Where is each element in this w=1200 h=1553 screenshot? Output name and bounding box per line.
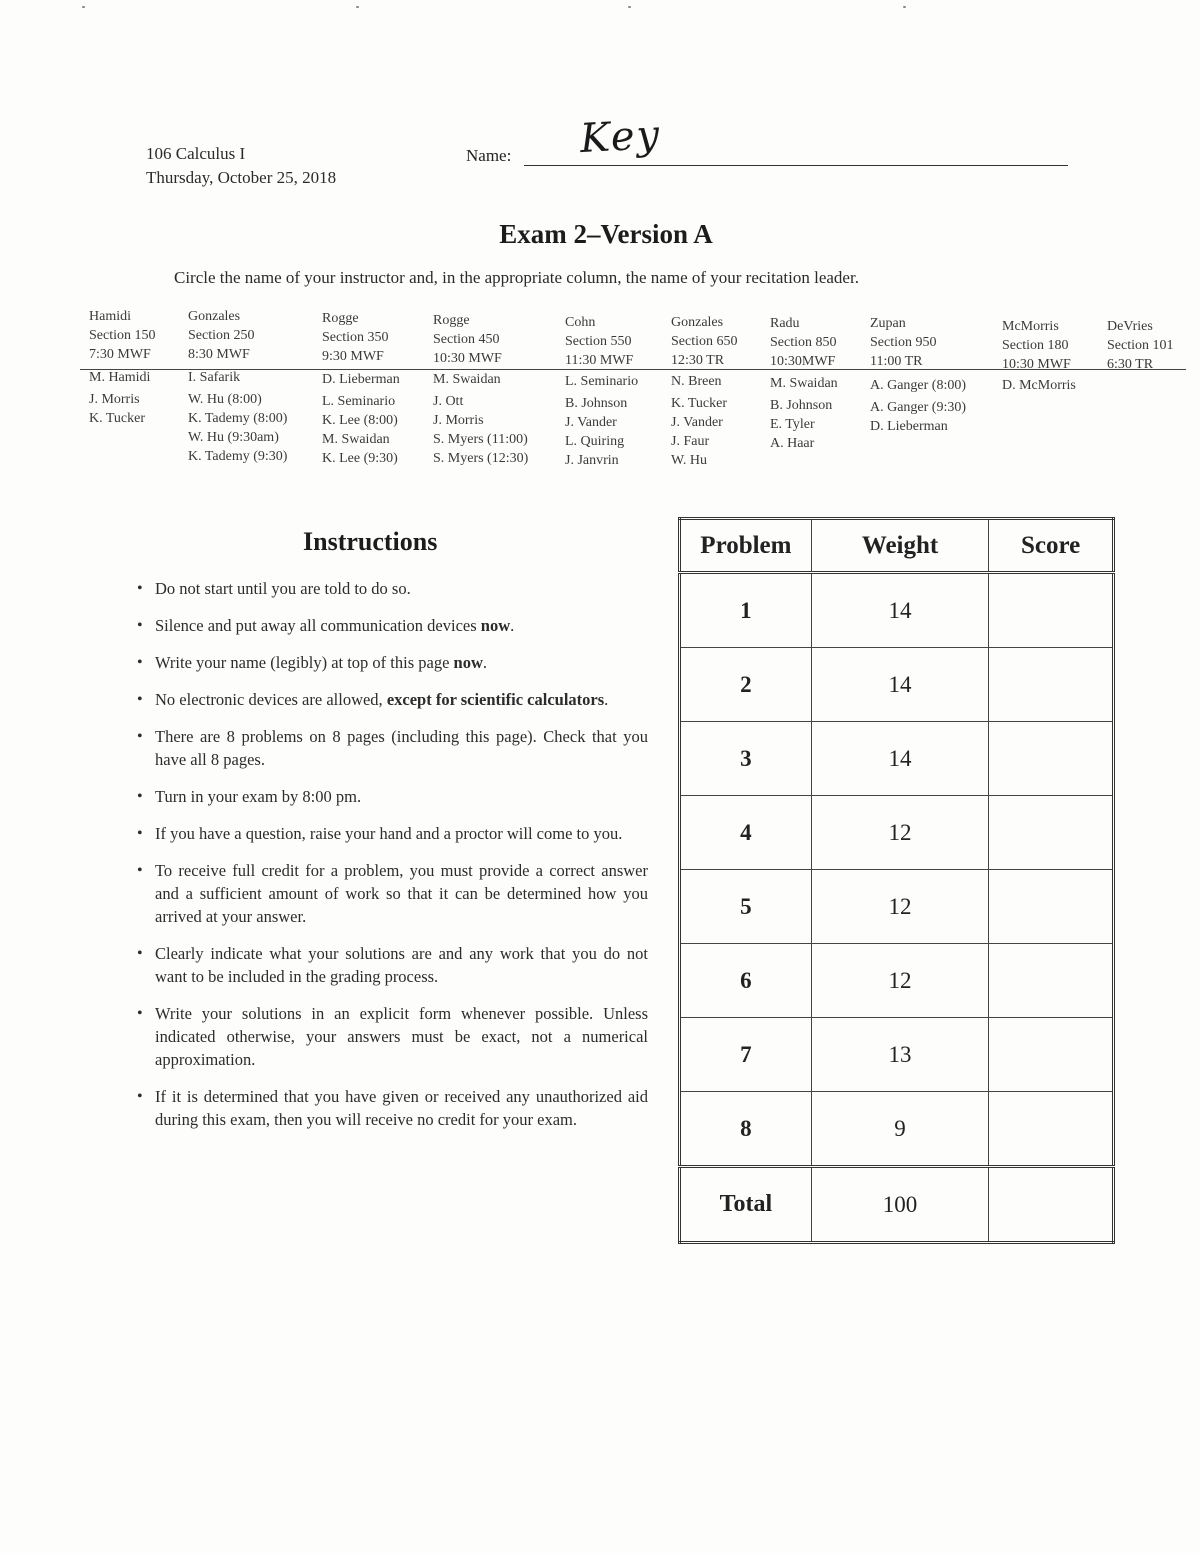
instruction-item <box>137 822 648 845</box>
section-time: 7:30 MWF <box>89 347 151 362</box>
problem-weight: 14 <box>811 573 989 648</box>
recitation-leader[interactable]: D. Lieberman <box>870 419 948 434</box>
header-weight: Weight <box>811 519 989 573</box>
section-instructor: McMorris <box>1002 319 1059 334</box>
instruction-item <box>137 1085 648 1131</box>
problem-row <box>680 648 1114 722</box>
instruction-text: Silence and put away all communication devices <box>155 616 481 635</box>
instructions-list <box>137 577 648 1145</box>
exam-date: Thursday, October 25, 2018 <box>146 168 337 187</box>
exam-title: Exam 2–Version A <box>499 219 713 249</box>
recitation-leader[interactable]: D. McMorris <box>1002 378 1076 393</box>
instruction-text: If you have a question, raise your hand and a proctor will come to you. <box>155 824 623 843</box>
section-header[interactable] <box>565 313 633 370</box>
recitation-leader[interactable]: N. Breen <box>671 374 722 389</box>
recitation-leader[interactable]: L. Quiring <box>565 434 625 449</box>
section-instructor: Hamidi <box>89 309 131 324</box>
instruction-text: . <box>604 690 609 709</box>
problem-row <box>680 1092 1114 1167</box>
recitation-leaders <box>671 372 727 470</box>
instruction-text: To receive full credit for a problem, you must provide a correct answer and a sufficient amount of work so that it can be determined how you arrived at your answer. <box>155 861 648 926</box>
section-time: 10:30 MWF <box>1002 357 1071 372</box>
instruction-item <box>137 688 648 711</box>
section-header[interactable] <box>1002 317 1071 374</box>
problem-row <box>680 573 1114 648</box>
section-divider <box>80 369 1186 370</box>
problem-score[interactable] <box>989 870 1114 944</box>
name-label: Name: <box>466 146 512 165</box>
section-time: 6:30 TR <box>1107 357 1154 372</box>
problem-row <box>680 1018 1114 1092</box>
instruction-item <box>137 725 648 771</box>
section-time: 11:00 TR <box>870 354 923 369</box>
instruction-item <box>137 1002 648 1071</box>
instruction-emphasis: now <box>453 653 483 672</box>
problem-number: 3 <box>680 722 812 796</box>
instruction-text: Write your solutions in an explicit form whenever possible. Unless indicated otherwise, your answers must be exact, not a numerical approximation. <box>155 1004 648 1069</box>
problem-score[interactable] <box>989 796 1114 870</box>
section-time: 8:30 MWF <box>188 347 250 362</box>
recitation-leader[interactable]: K. Tucker <box>89 411 146 426</box>
problem-number: 2 <box>680 648 812 722</box>
recitation-leader[interactable]: E. Tyler <box>770 417 815 432</box>
section-section: Section 250 <box>188 328 255 343</box>
problem-number: 8 <box>680 1092 812 1167</box>
instruction-text: . <box>482 653 488 672</box>
section-instructor: Gonzales <box>671 315 724 330</box>
recitation-leader[interactable]: W. Hu (8:00) <box>188 392 262 407</box>
problem-score[interactable] <box>989 573 1114 648</box>
recitation-leader[interactable]: J. Vander <box>671 415 723 430</box>
instruction-text: There are 8 problems on 8 pages (including this page). Check that you have all 8 pages. <box>155 727 648 769</box>
problem-number: 4 <box>680 796 812 870</box>
recitation-leader[interactable]: J. Morris <box>433 413 484 428</box>
section-section: Section 550 <box>565 334 632 349</box>
problem-number: 1 <box>680 573 812 648</box>
recitation-leader[interactable]: K. Tademy (9:30) <box>188 449 288 464</box>
instruction-item <box>137 785 648 808</box>
section-header[interactable] <box>188 307 255 364</box>
section-time: 9:30 MWF <box>322 349 384 364</box>
section-section: Section 450 <box>433 332 500 347</box>
problem-row <box>680 796 1114 870</box>
section-time: 10:30MWF <box>770 354 836 369</box>
recitation-leader[interactable]: L. Seminario <box>322 394 396 409</box>
problem-number: 7 <box>680 1018 812 1092</box>
recitation-leader[interactable]: I. Safarik <box>188 370 241 385</box>
recitation-leader[interactable]: M. Hamidi <box>89 370 151 385</box>
instruction-item <box>137 577 648 600</box>
problem-weight: 12 <box>811 944 989 1018</box>
section-header[interactable] <box>671 313 738 370</box>
section-section: Section 350 <box>322 330 389 345</box>
problem-weight: 12 <box>811 870 989 944</box>
recitation-leader[interactable]: B. Johnson <box>770 398 833 413</box>
recitation-leader[interactable]: B. Johnson <box>565 396 628 411</box>
problem-row <box>680 870 1114 944</box>
recitation-leaders <box>565 372 638 470</box>
problem-score[interactable] <box>989 1092 1114 1167</box>
section-header[interactable] <box>433 311 502 368</box>
recitation-leader[interactable]: D. Lieberman <box>322 372 400 387</box>
section-header[interactable] <box>770 314 837 371</box>
instruction-text: Do not start until you are told to do so. <box>155 579 411 598</box>
instruction-text: Write your name (legibly) at top of this page <box>155 653 454 672</box>
problem-score[interactable] <box>989 944 1114 1018</box>
section-instructor: Gonzales <box>188 309 241 324</box>
recitation-leaders <box>89 368 150 428</box>
section-header[interactable] <box>870 314 937 371</box>
recitation-leader[interactable]: J. Ott <box>433 394 464 409</box>
recitation-leaders <box>188 368 287 466</box>
problem-row <box>680 944 1114 1018</box>
total-row <box>680 1167 1114 1243</box>
recitation-leader[interactable]: K. Lee (9:30) <box>322 451 398 466</box>
recitation-leaders <box>1002 376 1076 398</box>
recitation-leader[interactable]: A. Haar <box>770 436 815 451</box>
section-section: Section 950 <box>870 335 937 350</box>
recitation-leader[interactable]: L. Seminario <box>565 374 639 389</box>
course-name: 106 Calculus I <box>146 144 246 163</box>
section-instructor: Rogge <box>433 313 470 328</box>
section-header[interactable] <box>89 307 156 364</box>
section-time: 12:30 TR <box>671 353 725 368</box>
problem-number: 6 <box>680 944 812 1018</box>
circle-instruction: Circle the name of your instructor and, in the appropriate column, the name of your recitation leader. <box>174 268 859 287</box>
section-grid <box>0 0 1200 480</box>
instruction-text: No electronic devices are allowed, <box>155 690 387 709</box>
recitation-leaders <box>322 370 400 468</box>
instruction-item <box>137 651 648 674</box>
section-header[interactable] <box>1107 317 1174 374</box>
recitation-leader[interactable]: W. Hu (9:30am) <box>188 430 279 445</box>
recitation-leaders <box>770 374 838 453</box>
problem-weight: 14 <box>811 722 989 796</box>
instruction-emphasis: now <box>480 616 511 635</box>
section-section: Section 180 <box>1002 338 1069 353</box>
recitation-leader[interactable]: A. Ganger (9:30) <box>870 400 967 415</box>
header-score: Score <box>989 519 1114 573</box>
recitation-leader[interactable]: J. Janvrin <box>565 453 619 468</box>
recitation-leader[interactable]: M. Swaidan <box>433 372 501 387</box>
section-section: Section 650 <box>671 334 738 349</box>
instruction-item <box>137 614 648 637</box>
recitation-leader[interactable]: S. Myers (12:30) <box>433 451 529 466</box>
instruction-text: If it is determined that you have given or received any unauthorized aid during this exam, then you will receive no credit for your exam. <box>155 1087 648 1129</box>
instruction-text: . <box>510 616 515 635</box>
recitation-leaders <box>870 376 966 436</box>
recitation-leaders <box>433 370 528 468</box>
recitation-leader[interactable]: M. Swaidan <box>770 376 838 391</box>
recitation-leader[interactable]: A. Ganger (8:00) <box>870 378 967 393</box>
recitation-leader[interactable]: J. Vander <box>565 415 617 430</box>
header-problem: Problem <box>680 519 812 573</box>
section-instructor: Radu <box>770 316 800 331</box>
section-time: 11:30 MWF <box>565 353 634 368</box>
problem-weight: 9 <box>811 1092 989 1167</box>
problem-score[interactable] <box>989 648 1114 722</box>
recitation-leader[interactable]: S. Myers (11:00) <box>433 432 528 447</box>
instruction-item <box>137 859 648 928</box>
section-instructor: Cohn <box>565 315 596 330</box>
name-handwritten: Key <box>578 111 663 163</box>
problem-score[interactable] <box>989 722 1114 796</box>
total-label: Total <box>680 1167 812 1243</box>
section-instructor: Zupan <box>870 316 906 331</box>
problem-row <box>680 722 1114 796</box>
instruction-emphasis: except for scientific calculators <box>386 690 605 709</box>
section-instructor: Rogge <box>322 311 359 326</box>
section-instructor: DeVries <box>1107 319 1153 334</box>
section-section: Section 150 <box>89 328 156 343</box>
total-score[interactable] <box>989 1167 1114 1243</box>
instructions-heading: Instructions <box>303 527 438 556</box>
recitation-leader[interactable]: W. Hu <box>671 453 708 468</box>
instruction-text: Turn in your exam by 8:00 pm. <box>155 787 362 806</box>
recitation-leader[interactable]: J. Faur <box>671 434 710 449</box>
section-time: 10:30 MWF <box>433 351 502 366</box>
problem-weight: 13 <box>811 1018 989 1092</box>
section-section: Section 101 <box>1107 338 1174 353</box>
problem-weight: 14 <box>811 648 989 722</box>
section-header[interactable] <box>322 309 389 366</box>
recitation-leader[interactable]: K. Tucker <box>671 396 728 411</box>
score-table-header <box>680 519 1114 573</box>
recitation-leader[interactable]: K. Lee (8:00) <box>322 413 398 428</box>
instruction-text: Clearly indicate what your solutions are and any work that you do not want to be included in the grading process. <box>155 944 648 986</box>
recitation-leader[interactable]: K. Tademy (8:00) <box>188 411 288 426</box>
total-weight: 100 <box>811 1167 989 1243</box>
recitation-leader[interactable]: J. Morris <box>89 392 140 407</box>
recitation-leader[interactable]: M. Swaidan <box>322 432 390 447</box>
score-table <box>678 517 1115 1244</box>
problem-weight: 12 <box>811 796 989 870</box>
section-section: Section 850 <box>770 335 837 350</box>
instruction-item <box>137 942 648 988</box>
problem-number: 5 <box>680 870 812 944</box>
problem-score[interactable] <box>989 1018 1114 1092</box>
